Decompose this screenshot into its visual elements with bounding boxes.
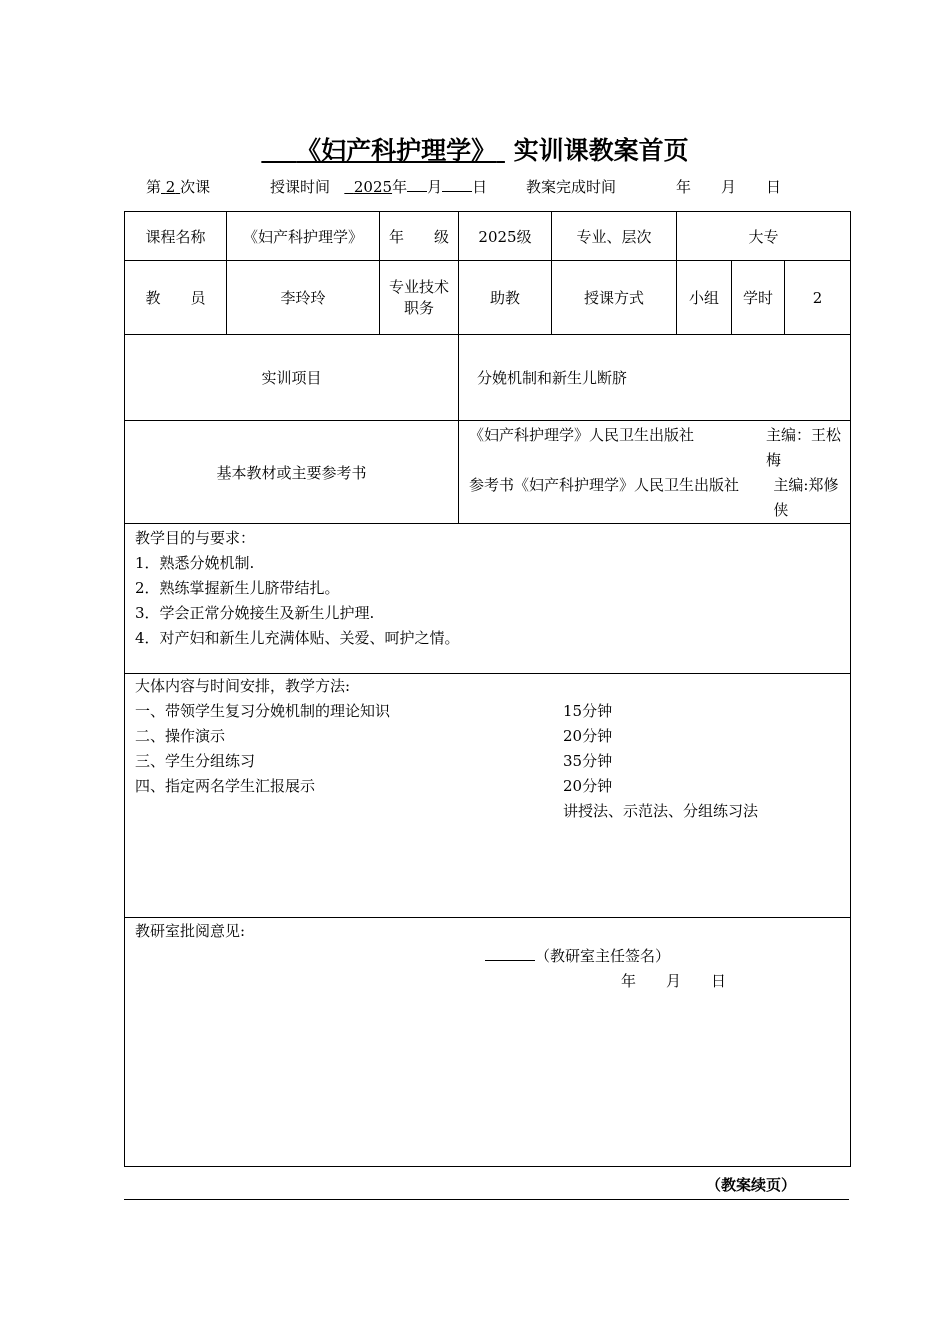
lesson-plan-table	[124, 211, 851, 1167]
time-year: 2025	[353, 178, 393, 196]
time-label: 授课时间	[270, 178, 331, 196]
content-item-time: 20分钟	[563, 777, 613, 795]
content-item-time: 35分钟	[563, 752, 613, 770]
method-value: 小组	[677, 261, 732, 335]
month-char: 月	[427, 178, 443, 196]
review-section	[125, 918, 851, 1167]
day-blank	[442, 177, 472, 192]
textbook-label: 基本教材或主要参考书	[125, 421, 459, 524]
course-name-value: 《妇产科护理学》	[227, 212, 380, 261]
review-signature-line	[135, 944, 840, 969]
content-item	[135, 749, 840, 774]
textbook-line-1	[469, 423, 850, 473]
objective-item: 1．熟悉分娩机制.	[135, 554, 255, 572]
content-item-time: 20分钟	[563, 727, 613, 745]
year-char: 年	[392, 178, 408, 196]
objectives-section	[125, 524, 851, 674]
page-title	[0, 131, 950, 167]
textbook-main: 《妇产科护理学》人民卫生出版社	[469, 426, 695, 444]
title-value: 助教	[459, 261, 552, 335]
content-item-text: 三、学生分组练习	[135, 752, 256, 770]
title-suffix: 实训课教案首页	[513, 136, 689, 165]
lesson-no: 2	[165, 178, 176, 196]
content-section	[125, 674, 851, 918]
grade-value: 2025级	[459, 212, 552, 261]
lesson-suffix: 次课	[180, 178, 211, 196]
signature-blank	[485, 946, 535, 961]
textbook-line-2	[469, 473, 850, 523]
textbook-reference-editor: 主编:郑修侠	[773, 476, 839, 519]
teaching-methods: 讲授法、示范法、分组练习法	[563, 802, 759, 820]
teaching-methods-row	[135, 799, 840, 824]
textbook-reference: 参考书《妇产科护理学》人民卫生出版社	[469, 476, 740, 494]
content-item	[135, 699, 840, 724]
title-book: 《妇产科护理学》	[296, 136, 497, 165]
content-item-text: 四、指定两名学生汇报展示	[135, 777, 316, 795]
content-item	[135, 774, 840, 799]
objective-item: 3．学会正常分娩接生及新生儿护理.	[135, 604, 375, 622]
method-label: 授课方式	[552, 261, 677, 335]
day-char: 日	[472, 178, 488, 196]
project-label: 实训项目	[125, 335, 459, 421]
review-heading: 教研室批阅意见:	[135, 922, 246, 940]
completion-label: 教案完成时间	[526, 178, 617, 196]
content-item-text: 二、操作演示	[135, 727, 226, 745]
content-heading: 大体内容与时间安排，教学方法:	[135, 677, 351, 695]
objectives-heading: 教学目的与要求：	[135, 529, 256, 547]
project-value: 分娩机制和新生儿断脐	[459, 335, 851, 421]
lesson-number	[146, 176, 210, 197]
course-name-label: 课程名称	[125, 212, 227, 261]
teacher-label: 教 员	[125, 261, 227, 335]
major-label: 专业、层次	[552, 212, 677, 261]
content-item-time: 15分钟	[563, 702, 613, 720]
footer-divider	[124, 1199, 849, 1200]
completion-date: 年 月 日	[676, 178, 782, 196]
textbook-main-editor: 主编：王松梅	[765, 426, 841, 469]
content-item	[135, 724, 840, 749]
teacher-value: 李玲玲	[227, 261, 380, 335]
grade-label: 年 级	[380, 212, 459, 261]
continuation-label: （教案续页）	[706, 1176, 797, 1194]
major-value: 大专	[677, 212, 851, 261]
objective-item: 4．对产妇和新生儿充满体贴、关爱、呵护之情。	[135, 629, 460, 647]
hours-label: 学时	[732, 261, 785, 335]
lesson-prefix: 第	[146, 178, 162, 196]
hours-value: 2	[785, 261, 851, 335]
textbook-value	[459, 421, 851, 524]
objective-item: 2．熟练掌握新生儿脐带结扎。	[135, 579, 340, 597]
content-item-text: 一、带领学生复习分娩机制的理论知识	[135, 702, 391, 720]
review-signature-label: （教研室主任签名）	[535, 947, 671, 965]
title-label: 专业技术职务	[380, 261, 459, 335]
teaching-time	[270, 176, 487, 197]
review-date: 年 月 日	[621, 972, 727, 990]
month-blank	[407, 177, 427, 192]
